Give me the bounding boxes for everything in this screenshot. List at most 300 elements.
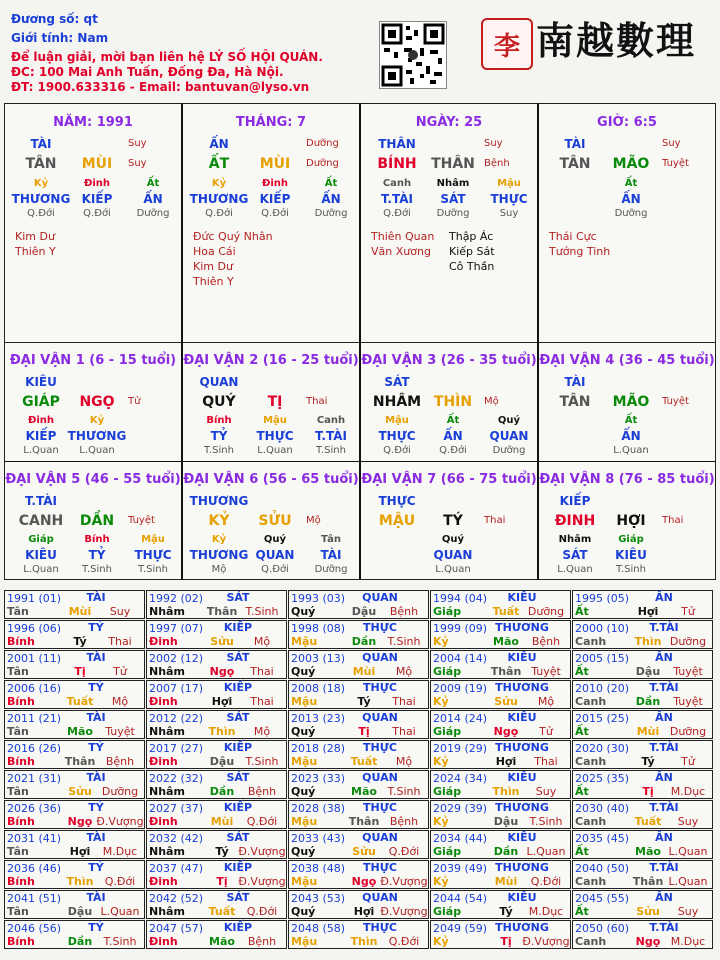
year-branch: Ngọ [351, 875, 377, 888]
year-stem: Giáp [433, 665, 462, 678]
daivan-hidden-stem: Tân [321, 534, 341, 545]
daivan-hidden-stem: Kỷ [211, 534, 227, 545]
daivan-hidden-stem: Quý [263, 534, 287, 545]
year-label: 2003 (13) [291, 652, 346, 665]
daivan-hidden-ten-god: ẤN [443, 429, 463, 443]
year-branch: Hợi [211, 695, 233, 708]
year-stem: Canh [575, 815, 607, 828]
daivan-hidden-stem: Quý [441, 534, 465, 545]
year-branch: Dậu [493, 815, 519, 828]
year-label: 1995 (05) [575, 592, 630, 605]
daivan-state: Mộ [484, 396, 499, 407]
year-ten-god: THƯƠNG [495, 921, 549, 934]
year-ten-god: TỶ [88, 861, 104, 874]
year-state: Bệnh [389, 815, 419, 828]
year-state: Bệnh [389, 605, 419, 618]
year-stem: Mậu [291, 875, 318, 888]
pillar-star: Kim Dư [193, 260, 233, 273]
year-ten-god: ẤN [655, 651, 673, 664]
year-label: 2026 (36) [7, 802, 62, 815]
hidden-state: Q.Đới [83, 208, 111, 219]
year-stem: Mậu [291, 755, 318, 768]
year-stem: Tân [7, 605, 29, 618]
hidden-stem: Ất [146, 178, 160, 189]
daivan-branch: TÝ [443, 513, 463, 529]
hidden-ten-god: KIẾP [259, 192, 291, 206]
daivan-state: Tuyệt [662, 396, 689, 407]
daivan-hidden-stem: Mậu [263, 415, 287, 426]
year-ten-god: TÀI [86, 651, 106, 664]
year-ten-god: KIÊU [507, 711, 537, 724]
daivan-hidden-ten-god: QUAN [433, 548, 473, 562]
gioi-tinh-label: Giới tính: [11, 31, 74, 45]
daivan-stem: CANH [18, 513, 64, 529]
year-stem: Bính [7, 755, 35, 768]
hidden-stem: Ất [624, 178, 638, 189]
pillar-stem: TÂN [25, 156, 57, 172]
year-label: 2009 (19) [433, 682, 488, 695]
year-stem: Tân [7, 905, 29, 918]
pillar-branch: MÃO [612, 156, 650, 172]
daivan-title: ĐẠI VẬN 6 (56 - 65 tuổi) [183, 472, 359, 487]
daivan-hidden-stem: Bính [206, 415, 232, 426]
year-label: 2029 (39) [433, 802, 488, 815]
year-ten-god: KIẾP [223, 921, 253, 934]
daivan-stem: MẬU [378, 513, 416, 529]
hidden-stem: Nhâm [436, 178, 470, 189]
year-state: Mộ [395, 755, 413, 768]
year-ten-god: T.TÀI [649, 861, 679, 874]
year-ten-god: THỰC [363, 861, 397, 874]
pillar-star: Kim Dư [15, 230, 55, 243]
year-state: Bệnh [247, 935, 277, 948]
year-ten-god: THỰC [363, 681, 397, 694]
year-label: 2005 (15) [575, 652, 630, 665]
year-branch: Thân [348, 815, 380, 828]
year-label: 2018 (28) [291, 742, 346, 755]
daivan-title: ĐẠI VẬN 7 (66 - 75 tuổi) [361, 472, 537, 487]
daivan-hidden-stem: Ất [446, 415, 460, 426]
pillar-divider [359, 103, 361, 580]
year-state: Bệnh [531, 635, 561, 648]
daivan-branch: HỢI [616, 513, 646, 529]
year-branch: Dần [209, 785, 235, 798]
hidden-ten-god: THỰC [490, 192, 528, 206]
year-label: 2001 (11) [7, 652, 62, 665]
hidden-stem: Mậu [497, 178, 521, 189]
year-ten-god: KIÊU [507, 831, 537, 844]
hidden-state: Q.Đới [27, 208, 55, 219]
year-branch: Mão [351, 785, 377, 798]
daivan-state: Thai [484, 515, 506, 526]
hidden-state: Q.Đới [261, 208, 289, 219]
year-state: Đ.Vượng [96, 815, 144, 828]
year-state: Dưỡng [101, 785, 139, 798]
year-label: 2032 (42) [149, 832, 204, 845]
year-label: 2027 (37) [149, 802, 204, 815]
pillar-star-bad: Thập Ác [449, 230, 494, 243]
pillar-star: Tướng Tinh [549, 245, 611, 258]
pillar-title: NĂM: 1991 [53, 115, 133, 130]
year-branch: Hợi [69, 845, 91, 858]
year-stem: Kỷ [433, 875, 449, 888]
daivan-stem: NHÂM [372, 394, 422, 410]
daivan-hidden-ten-god: THỰC [134, 548, 172, 562]
daivan-hidden-ten-god: KIẾP [25, 429, 57, 443]
year-ten-god: KIẾP [223, 681, 253, 694]
year-state: Bệnh [105, 755, 135, 768]
pillar-stem: TÂN [559, 156, 591, 172]
pillar-branch: THÂN [431, 156, 475, 172]
daivan-hidden-stem: Kỷ [89, 415, 105, 426]
year-branch: Tị [74, 665, 86, 678]
year-state: Suy [535, 785, 557, 798]
year-branch: Tuất [66, 695, 94, 708]
daivan-state: Thai [662, 515, 684, 526]
year-ten-god: QUAN [362, 891, 398, 904]
year-label: 2008 (18) [291, 682, 346, 695]
pillar-star: Thái Cực [549, 230, 597, 243]
year-branch: Tý [215, 845, 229, 858]
year-label: 2023 (33) [291, 772, 346, 785]
year-label: 2025 (35) [575, 772, 630, 785]
year-label: 2047 (57) [149, 922, 204, 935]
year-label: 2034 (44) [433, 832, 488, 845]
pillar-state-2: Tuyệt [662, 158, 689, 169]
year-ten-god: KIẾP [223, 621, 253, 634]
year-label: 2037 (47) [149, 862, 204, 875]
daivan-hidden-stem: Quý [497, 415, 521, 426]
year-state: Suy [677, 905, 699, 918]
year-ten-god: KIÊU [507, 651, 537, 664]
year-branch: Thìn [350, 935, 378, 948]
pillar-state-1: Suy [662, 138, 681, 149]
year-stem: Nhâm [149, 845, 185, 858]
year-stem: Bính [7, 875, 35, 888]
year-stem: Canh [575, 755, 607, 768]
year-state: Bệnh [247, 785, 277, 798]
year-stem: Đinh [149, 875, 178, 888]
pillar-star-bad: Kiếp Sát [449, 245, 495, 258]
year-ten-god: KIẾP [223, 741, 253, 754]
year-stem: Kỷ [433, 935, 449, 948]
year-stem: Tân [7, 785, 29, 798]
hidden-stem: Kỷ [211, 178, 227, 189]
year-branch: Hợi [353, 905, 375, 918]
year-label: 2002 (12) [149, 652, 204, 665]
year-label: 2004 (14) [433, 652, 488, 665]
year-branch: Mùi [352, 665, 376, 678]
year-label: 2040 (50) [575, 862, 630, 875]
year-label: 2045 (55) [575, 892, 630, 905]
year-ten-god: ẤN [655, 591, 673, 604]
year-ten-god: SÁT [226, 771, 250, 784]
year-state: Tử [681, 605, 695, 618]
pillar-ten-god: THÂN [378, 137, 416, 151]
daivan-state: Thai [306, 396, 328, 407]
year-label: 2041 (51) [7, 892, 62, 905]
hidden-ten-god: T.TÀI [381, 192, 413, 206]
year-branch: Ngọ [493, 725, 519, 738]
hidden-state: Suy [499, 208, 519, 219]
year-label: 2024 (34) [433, 772, 488, 785]
year-label: 2011 (21) [7, 712, 62, 725]
pillar-state-2: Suy [128, 158, 147, 169]
year-state: Thai [392, 695, 416, 708]
year-ten-god: T.TÀI [649, 621, 679, 634]
year-state: Mộ [395, 665, 413, 678]
year-ten-god: SÁT [226, 711, 250, 724]
year-stem: Bính [7, 935, 35, 948]
daivan-hidden-stem: Bính [84, 534, 110, 545]
daivan-hidden-state: Q.Đới [439, 445, 467, 456]
year-branch: Dậu [635, 665, 661, 678]
year-state: Q.Đới [246, 905, 278, 918]
year-ten-god: T.TÀI [649, 681, 679, 694]
hidden-stem: Đinh [83, 178, 111, 189]
year-state: Mộ [111, 695, 129, 708]
year-state: Tử [539, 725, 553, 738]
pillar-state-1: Suy [484, 138, 503, 149]
pillar-star: Hoa Cái [193, 245, 236, 258]
daivan-hidden-ten-god: KIÊU [615, 548, 647, 562]
year-stem: Nhâm [149, 785, 185, 798]
year-stem: Quý [291, 605, 316, 618]
year-branch: Tý [499, 905, 513, 918]
year-label: 2007 (17) [149, 682, 204, 695]
year-branch: Thân [632, 875, 664, 888]
daivan-stem: TÂN [559, 394, 591, 410]
daivan-hidden-stem: Mậu [385, 415, 409, 426]
year-stem: Quý [291, 845, 316, 858]
daivan-hidden-state: L.Quan [23, 445, 59, 456]
year-state: Tuyệt [673, 665, 703, 678]
pillar-branch: MÙI [259, 156, 291, 172]
year-label: 2013 (23) [291, 712, 346, 725]
year-branch: Mùi [494, 875, 518, 888]
year-label: 1996 (06) [7, 622, 62, 635]
year-label: 2014 (24) [433, 712, 488, 725]
year-state: T.Sinh [387, 635, 421, 648]
daivan-hidden-ten-god: THƯƠNG [67, 429, 127, 443]
year-ten-god: THỰC [363, 921, 397, 934]
year-ten-god: ẤN [655, 711, 673, 724]
year-ten-god: T.TÀI [649, 741, 679, 754]
year-branch: Dần [67, 935, 93, 948]
qr-code-icon [379, 21, 447, 89]
daivan-stem: QUÝ [202, 394, 236, 410]
year-branch: Thân [490, 665, 522, 678]
year-state: Q.Đới [388, 845, 420, 858]
year-stem: Ất [575, 845, 589, 858]
pillar-divider [537, 103, 539, 580]
daivan-hidden-ten-god: KIÊU [25, 548, 57, 562]
year-stem: Ất [575, 905, 589, 918]
daivan-hidden-state: L.Quan [23, 564, 59, 575]
hidden-stem: Đinh [261, 178, 289, 189]
pillar-state-1: Dưỡng [306, 138, 339, 149]
year-label: 2016 (26) [7, 742, 62, 755]
year-label: 1993 (03) [291, 592, 346, 605]
daivan-branch: NGỌ [79, 394, 115, 410]
year-label: 2049 (59) [433, 922, 488, 935]
year-stem: Kỷ [433, 635, 449, 648]
year-branch: Dậu [209, 755, 235, 768]
year-state: M.Dục [102, 845, 138, 858]
year-label: 2020 (30) [575, 742, 630, 755]
year-state: Tuyệt [105, 725, 135, 738]
daivan-title: ĐẠI VẬN 1 (6 - 15 tuổi) [9, 353, 177, 368]
year-branch: Tý [73, 635, 87, 648]
year-stem: Tân [7, 665, 29, 678]
year-ten-god: QUAN [362, 771, 398, 784]
year-state: Q.Đới [388, 935, 420, 948]
hidden-state: Dưỡng [436, 208, 470, 219]
daivan-hidden-state: T.Sinh [616, 564, 646, 575]
daivan-hidden-ten-god: T.TÀI [315, 429, 347, 443]
year-ten-god: THƯƠNG [495, 801, 549, 814]
year-ten-god: QUAN [362, 831, 398, 844]
year-ten-god: ẤN [655, 891, 673, 904]
daivan-ten-god: SÁT [384, 375, 410, 389]
year-stem: Mậu [291, 815, 318, 828]
year-label: 2015 (25) [575, 712, 630, 725]
daivan-hidden-ten-god: THỰC [378, 429, 416, 443]
year-state: Đ.Vượng [522, 935, 570, 948]
year-label: 1991 (01) [7, 592, 62, 605]
daivan-hidden-state: L.Quan [613, 445, 649, 456]
daivan-hidden-state: T.Sinh [82, 564, 112, 575]
year-branch: Dậu [351, 605, 377, 618]
year-ten-god: TÀI [86, 711, 106, 724]
hidden-ten-god: THƯƠNG [189, 192, 249, 206]
year-stem: Mậu [291, 935, 318, 948]
year-label: 1992 (02) [149, 592, 204, 605]
year-state: Đ.Vượng [380, 905, 428, 918]
year-stem: Bính [7, 695, 35, 708]
year-state: T.Sinh [387, 785, 421, 798]
daivan-hidden-ten-god: TỶ [210, 429, 228, 443]
year-label: 2000 (10) [575, 622, 630, 635]
daivan-hidden-state: T.Sinh [138, 564, 168, 575]
seal-text: 李 [493, 31, 520, 62]
daivan-hidden-stem: Đinh [27, 415, 55, 426]
year-state: Q.Đới [104, 875, 136, 888]
year-branch: Thìn [492, 785, 520, 798]
address-line: ĐC: 100 Mai Anh Tuấn, Đống Đa, Hà Nội. [11, 65, 284, 79]
daivan-hidden-ten-god: QUAN [255, 548, 295, 562]
year-label: 2043 (53) [291, 892, 346, 905]
year-state: Mộ [253, 635, 271, 648]
year-ten-god: THƯƠNG [495, 741, 549, 754]
gioi-tinh-value: Nam [77, 31, 109, 45]
daivan-hidden-stem: Giáp [28, 534, 54, 545]
year-state: M.Dục [528, 905, 564, 918]
year-state: Q.Đới [246, 815, 278, 828]
year-stem: Nhâm [149, 725, 185, 738]
year-stem: Đinh [149, 755, 178, 768]
year-state: Suy [109, 605, 131, 618]
pillar-ten-god: TÀI [564, 137, 586, 151]
year-stem: Bính [7, 635, 35, 648]
year-stem: Canh [575, 875, 607, 888]
year-label: 2038 (48) [291, 862, 346, 875]
year-ten-god: TÀI [86, 891, 106, 904]
daivan-stem: ĐINH [554, 513, 596, 529]
year-stem: Giáp [433, 605, 462, 618]
year-state: Dưỡng [669, 635, 707, 648]
year-ten-god: TỶ [88, 921, 104, 934]
year-branch: Tị [358, 725, 370, 738]
year-stem: Canh [575, 695, 607, 708]
daivan-hidden-ten-god: THỰC [256, 429, 294, 443]
daivan-ten-god: QUAN [199, 375, 239, 389]
year-branch: Mão [635, 845, 661, 858]
pillar-title: THÁNG: 7 [235, 115, 307, 130]
year-state: L.Quan [668, 845, 708, 858]
daivan-hidden-stem: Ất [624, 415, 638, 426]
year-branch: Thìn [66, 875, 94, 888]
hidden-ten-god: ẤN [143, 192, 163, 206]
year-ten-god: THỰC [363, 621, 397, 634]
year-stem: Nhâm [149, 605, 185, 618]
pillar-star: Thiên Quan [371, 230, 435, 243]
hidden-stem: Kỷ [33, 178, 49, 189]
daivan-ten-god: THƯƠNG [189, 494, 249, 508]
pillar-state-2: Dưỡng [306, 158, 339, 169]
year-stem: Kỷ [433, 815, 449, 828]
year-stem: Mậu [291, 695, 318, 708]
daivan-branch: TỊ [267, 394, 283, 410]
year-state: Đ.Vượng [238, 875, 286, 888]
year-stem: Quý [291, 665, 316, 678]
year-label: 2044 (54) [433, 892, 488, 905]
contact-line-1: Để luận giải, mời bạn liên hệ LÝ SỐ HỘI QUÁN. [11, 50, 323, 64]
year-state: Dưỡng [527, 605, 565, 618]
year-ten-god: THƯƠNG [495, 861, 549, 874]
year-branch: Hợi [637, 605, 659, 618]
daivan-stem: GIÁP [22, 394, 60, 410]
year-ten-god: SÁT [226, 891, 250, 904]
year-label: 2031 (41) [7, 832, 62, 845]
daivan-hidden-state: Dưỡng [492, 445, 526, 456]
year-branch: Mão [67, 725, 93, 738]
year-branch: Mùi [68, 605, 92, 618]
year-branch: Dần [351, 635, 377, 648]
daivan-hidden-state: Q.Đới [383, 445, 411, 456]
pillar-star: Đức Quý Nhân [193, 230, 273, 243]
duong-so-label: Đương số: [11, 12, 80, 26]
year-ten-god: THƯƠNG [495, 621, 549, 634]
year-stem: Kỷ [433, 695, 449, 708]
year-label: 2033 (43) [291, 832, 346, 845]
year-state: M.Dục [670, 785, 706, 798]
year-state: Thai [392, 725, 416, 738]
year-stem: Quý [291, 905, 316, 918]
daivan-ten-god: KIẾP [559, 494, 591, 508]
year-ten-god: TÀI [86, 591, 106, 604]
year-state: Thai [250, 665, 274, 678]
daivan-hidden-state: L.Quan [257, 445, 293, 456]
year-stem: Đinh [149, 635, 178, 648]
daivan-title: ĐẠI VẬN 8 (76 - 85 tuổi) [539, 472, 715, 487]
year-stem: Tân [7, 845, 29, 858]
year-state: Đ.Vượng [380, 875, 428, 888]
year-label: 1998 (08) [291, 622, 346, 635]
hidden-stem: Ất [324, 178, 338, 189]
pillar-divider [181, 103, 183, 580]
hidden-ten-god: THƯƠNG [11, 192, 71, 206]
